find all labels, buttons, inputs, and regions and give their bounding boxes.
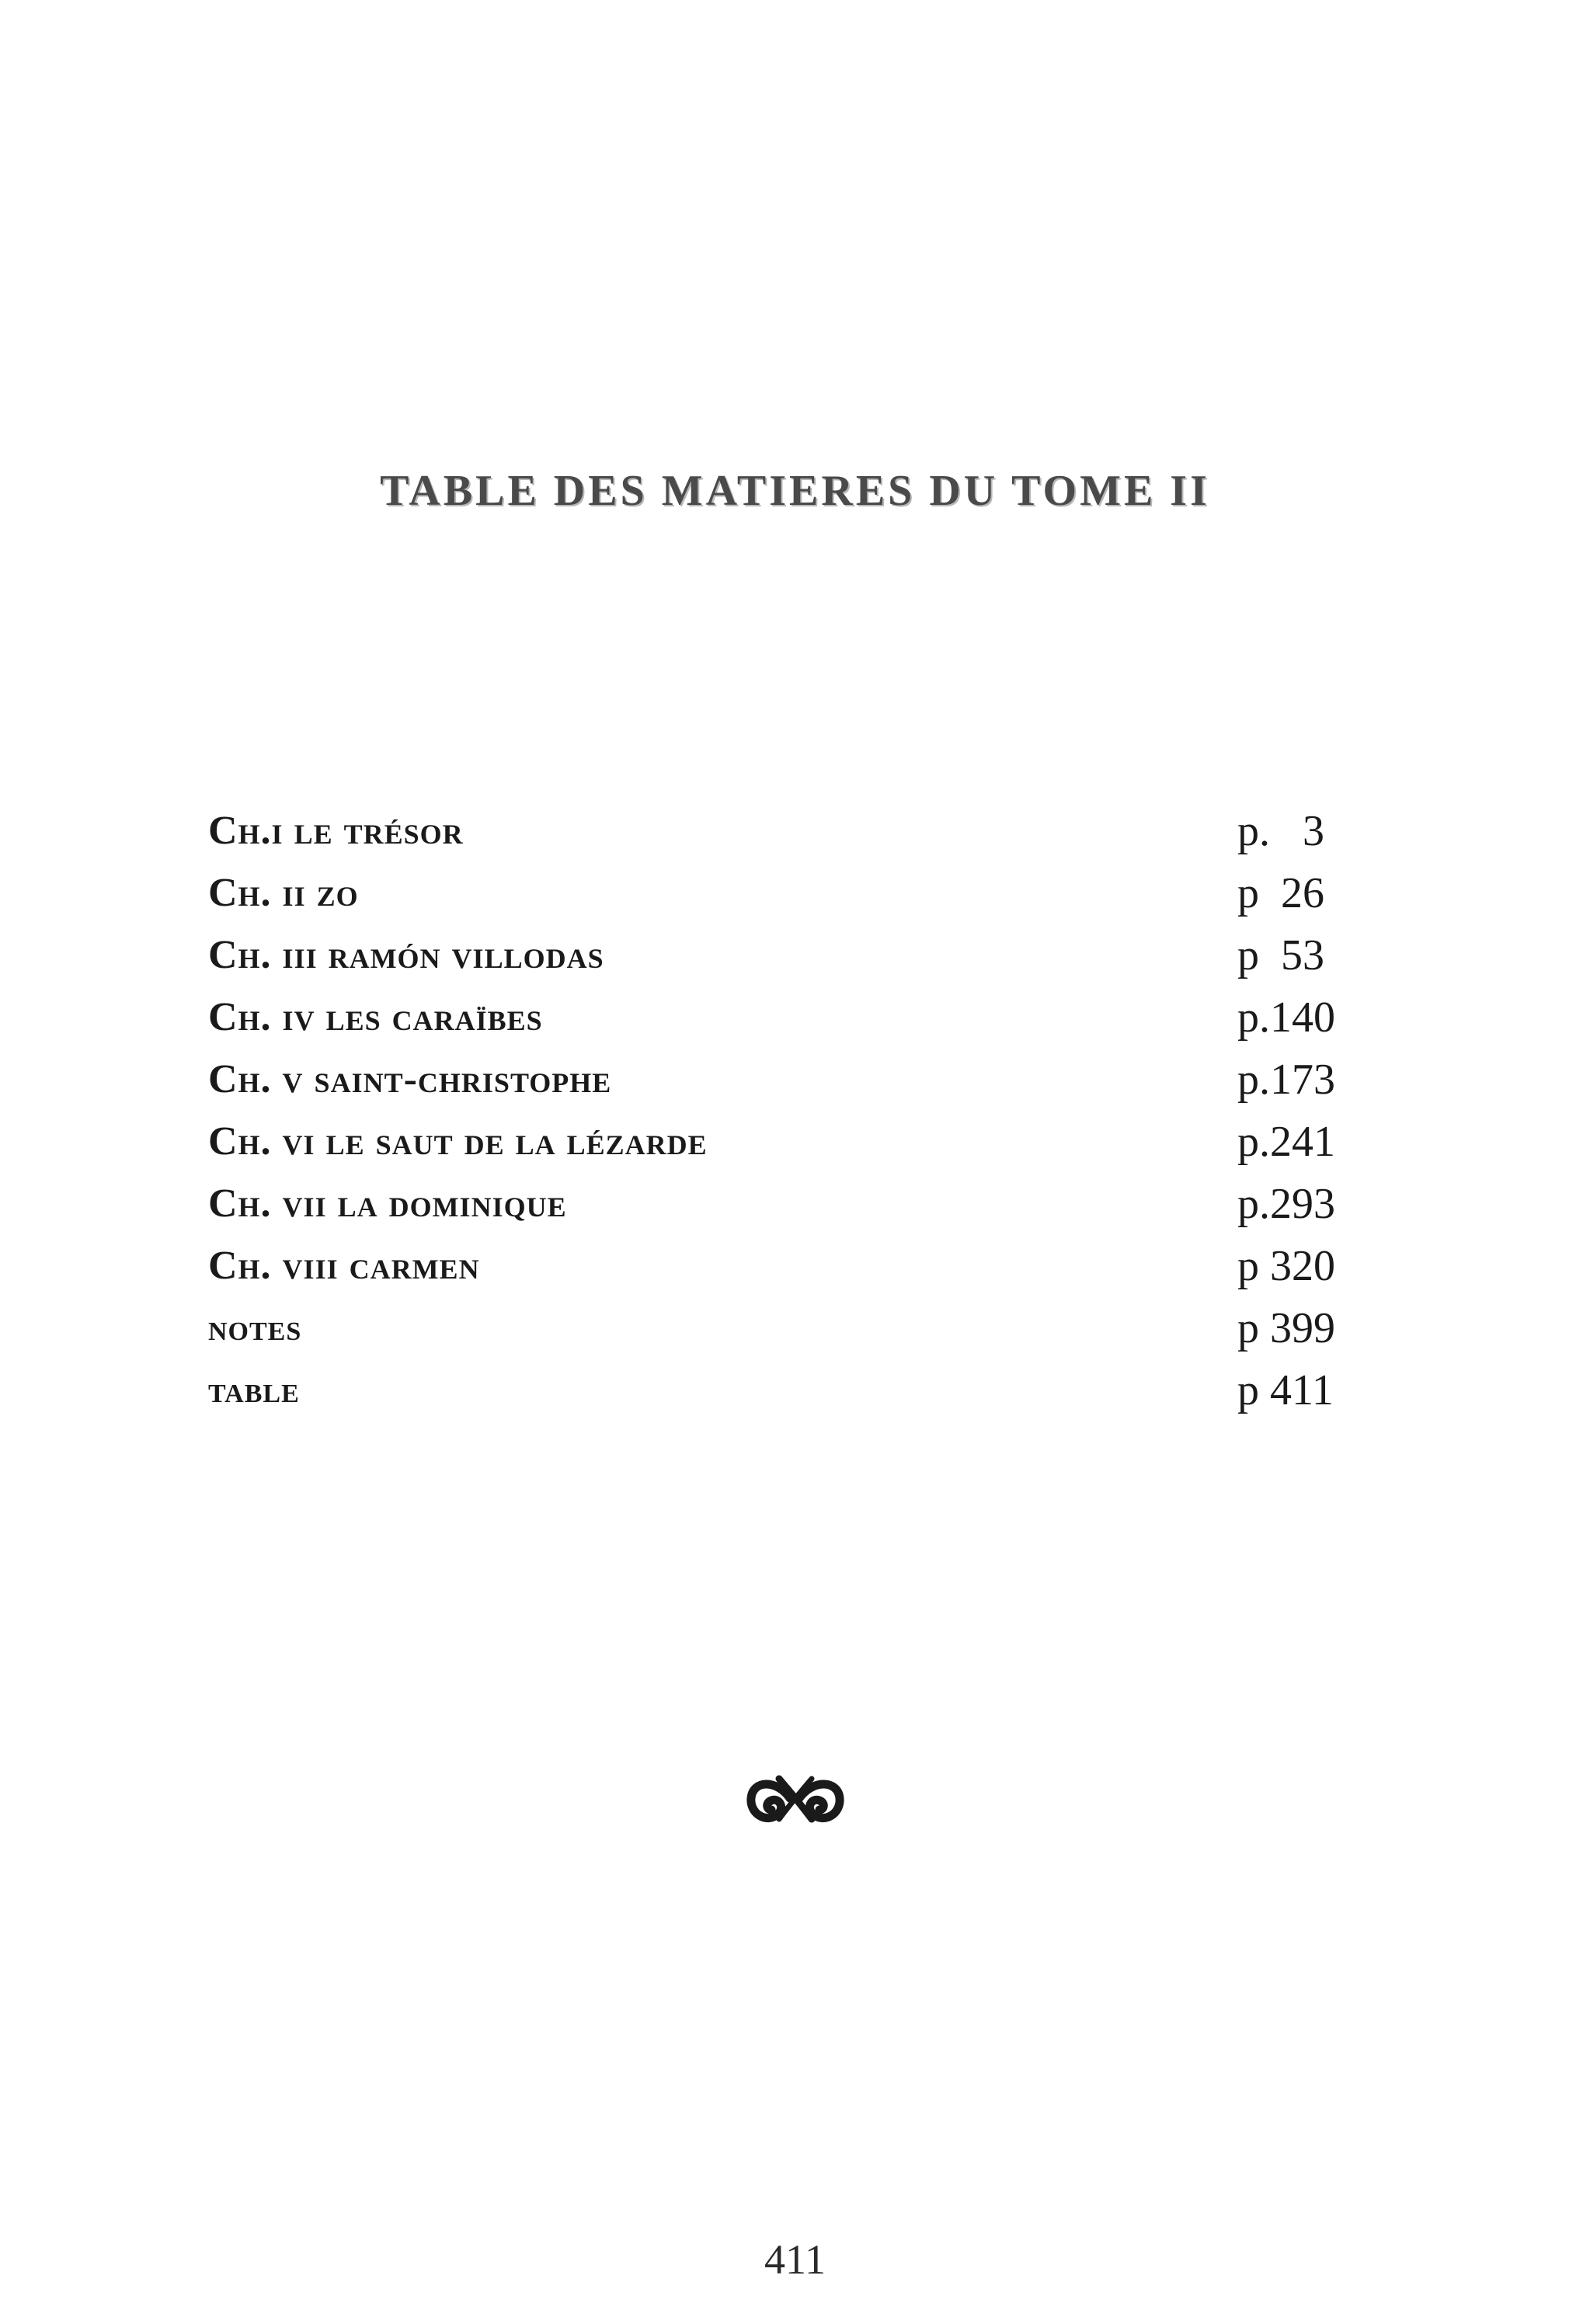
toc-entry-page: p 399	[1237, 1304, 1335, 1352]
toc-entry-page: p.173	[1237, 1056, 1335, 1104]
toc-entry-page: p 411	[1237, 1366, 1334, 1414]
toc-entry	[208, 1111, 1342, 1173]
toc-entry-label: Ch. vi le saut de la lézarde	[208, 1119, 708, 1164]
toc-entry-label: notes	[208, 1307, 302, 1348]
toc-entry-page: p 320	[1237, 1242, 1335, 1290]
page-number: 411	[764, 2236, 826, 2283]
toc-entry-page: p.241	[1237, 1118, 1335, 1166]
toc-entry-label: Ch.i le trésor	[208, 809, 464, 853]
toc-entry-page: p. 3	[1237, 807, 1324, 855]
toc-entry-label: Ch. v saint-christophe	[208, 1057, 612, 1101]
toc-entry-label: table	[208, 1369, 300, 1411]
toc-entry-page: p.140	[1237, 993, 1335, 1042]
toc-entry	[208, 1297, 1342, 1359]
toc-entry-label: Ch. vii la dominique	[208, 1181, 567, 1226]
toc-entry-page: p 26	[1237, 869, 1324, 917]
toc-entry	[208, 800, 1342, 862]
toc-entry	[208, 924, 1342, 986]
toc-entry	[208, 1359, 1342, 1421]
table-of-contents	[208, 800, 1342, 1421]
toc-entry-label: Ch. ii zo	[208, 871, 359, 915]
toc-entry	[208, 1173, 1342, 1235]
toc-entry-label: Ch. viii carmen	[208, 1244, 480, 1288]
toc-entry-page: p.293	[1237, 1180, 1335, 1228]
toc-entry-label: Ch. iv les caraïbes	[208, 995, 543, 1039]
ornament	[0, 1763, 1590, 1837]
toc-entry	[208, 862, 1342, 924]
toc-entry	[208, 986, 1342, 1049]
toc-entry	[208, 1235, 1342, 1297]
toc-entry-page: p 53	[1237, 931, 1324, 979]
toc-entry-label: Ch. iii ramón villodas	[208, 933, 604, 977]
toc-entry	[208, 1049, 1342, 1111]
page-title: TABLE DES MATIERES DU TOME II	[380, 467, 1210, 515]
fleuron-ornament-icon	[745, 1763, 846, 1833]
